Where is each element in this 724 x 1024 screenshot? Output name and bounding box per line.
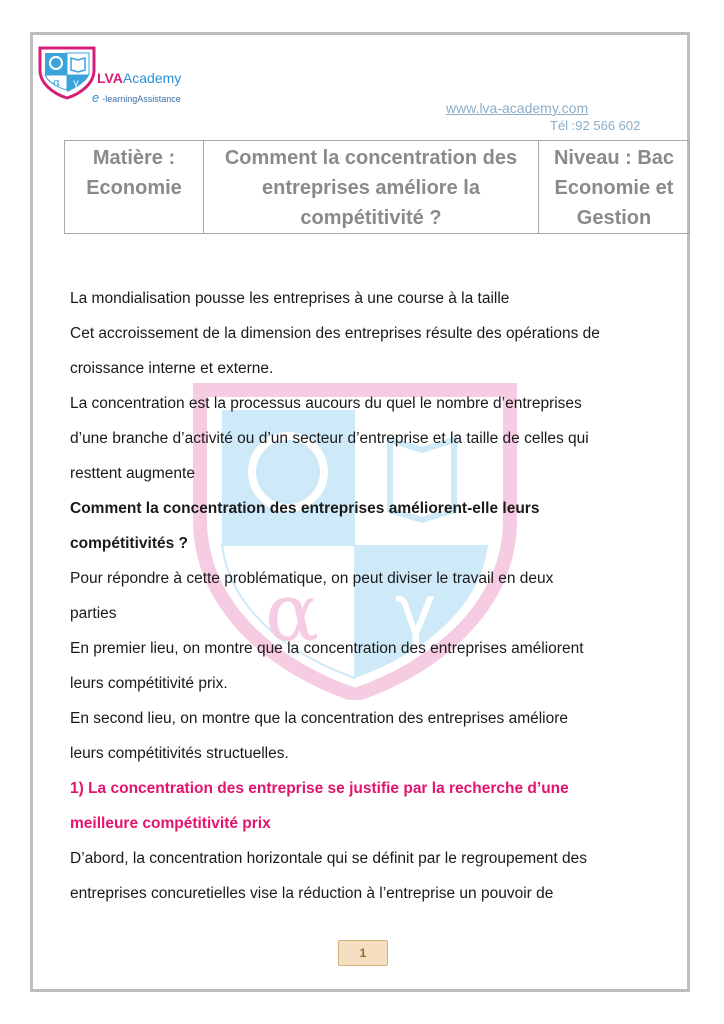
problem-statement-line: Comment la concentration des entreprises améliorent-elle leurs [70, 500, 540, 517]
svg-text:γ: γ [73, 78, 79, 89]
body-text-line: croissance interne et externe. [70, 360, 274, 377]
document-body [70, 281, 680, 911]
section-heading-line: meilleure compétitivité prix [70, 815, 271, 832]
body-text-line: parties [70, 605, 117, 622]
body-text-line: En premier lieu, on montre que la concentration des entreprises améliorent [70, 640, 584, 657]
body-text-line: La concentration est la processus aucours du quel le nombre d’entreprises [70, 395, 582, 412]
body-text-line: leurs compétitivité prix. [70, 675, 228, 692]
body-text-line: Cet accroissement de la dimension des entreprises résulte des opérations de [70, 325, 600, 342]
brand-name [97, 70, 181, 86]
brand-tagline [92, 90, 181, 105]
body-text-line: Pour répondre à cette problématique, on peut diviser le travail en deux [70, 570, 554, 587]
header-table [64, 140, 690, 234]
subject-cell: Matière : Economie [65, 141, 204, 234]
brand-name-bold: LVA [97, 70, 123, 86]
body-text-line: D’abord, la concentration horizontale qui se définit par le regroupement des [70, 850, 587, 867]
svg-text:γ: γ [395, 570, 437, 652]
e-learning-mark: e [92, 90, 100, 105]
title-cell: Comment la concentration des entreprises améliore la compétitivité ? [204, 141, 539, 234]
section-heading-line: 1) La concentration des entreprise se justifie par la recherche d’une [70, 780, 569, 797]
body-text-line: resttent augmente [70, 465, 195, 482]
body-text-line: entreprises concuretielles vise la réduction à l’entreprise un pouvoir de [70, 885, 554, 902]
brand-name-rest: Academy [122, 70, 182, 86]
body-text-line: La mondialisation pousse les entreprises à une course à la taille [70, 290, 510, 307]
svg-text:α: α [265, 566, 320, 659]
body-text-line: leurs compétitivités structuelles. [70, 745, 289, 762]
svg-text:α: α [53, 76, 61, 89]
body-text-line: d’une branche d’activité ou d’un secteur d’entreprise et la taille de celles qui [70, 430, 589, 447]
lva-academy-logo [36, 44, 98, 100]
website-link[interactable]: www.lva-academy.com [446, 100, 589, 116]
tagline-text: -learningAssistance [102, 94, 181, 104]
level-cell: Niveau : Bac Economie et Gestion [539, 141, 690, 234]
body-text-line: En second lieu, on montre que la concentration des entreprises améliore [70, 710, 569, 727]
problem-statement-line: compétitivités ? [70, 535, 188, 552]
phone-number: Tél :92 566 602 [550, 118, 641, 133]
page-number: 1 [338, 940, 388, 966]
